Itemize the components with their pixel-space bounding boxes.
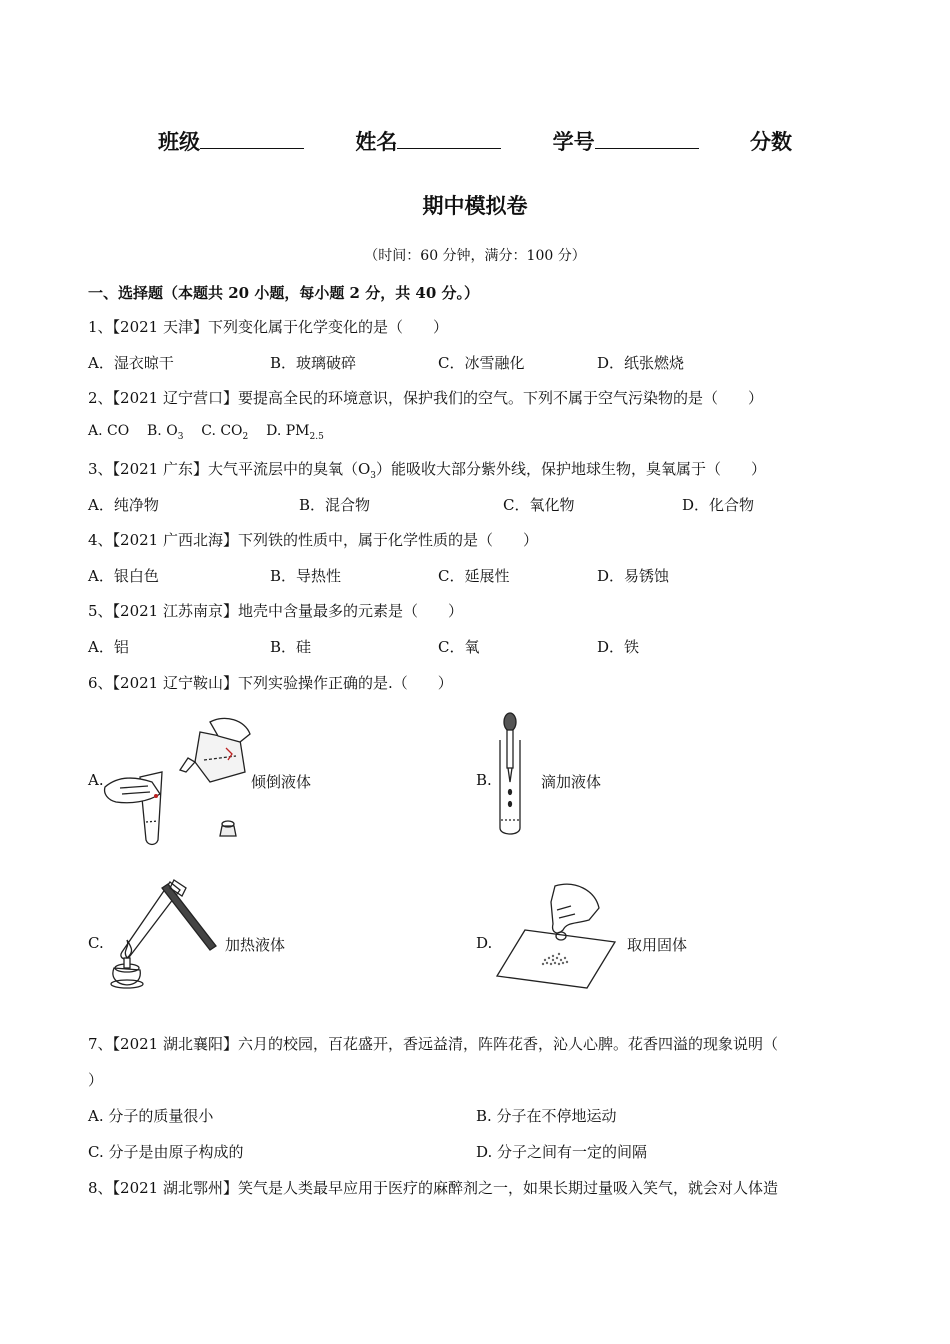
q7-option-d: D. 分子之间有一定的间隔 (476, 1143, 648, 1161)
name-blank[interactable] (397, 130, 501, 149)
question-3-stem: 3、【2021 广东】大气平流层中的臭氧$(O_3)$能吸收大部分紫外线，保护地球生物，臭氧属于（ ） (88, 460, 767, 481)
dropper-test-tube-illustration (490, 710, 530, 840)
q2-option-b: B. $O_3$ (147, 423, 184, 442)
q2-option-a: A. CO (88, 423, 130, 439)
score-label: 分数 (749, 130, 792, 154)
question-1-stem: 1、【2021 天津】下列变化属于化学变化的是（ ） (88, 318, 448, 336)
section-heading: 一、选择题（本题共 20 小题，每小题 2 分，共 40 分。） (88, 284, 480, 302)
q1-option-c: C．冰雪融化 (438, 354, 525, 372)
class-label: 班级 (158, 130, 201, 154)
q6-option-c-letter: C. (88, 934, 104, 952)
exam-time-info: （时间：60 分钟，满分：100 分） (364, 248, 586, 264)
q5-option-c: C．氧 (438, 638, 480, 656)
page-title: 期中模拟卷 (422, 194, 528, 218)
id-blank[interactable] (595, 130, 699, 149)
question-2-stem: 2、【2021 辽宁营口】要提高全民的环境意识，保护我们的空气。下列不属于空气污染物的是（ ） (88, 389, 763, 407)
q6-option-a-letter: A. (88, 771, 104, 789)
q4-option-b: B．导热性 (270, 567, 342, 585)
pouring-liquid-illustration (100, 712, 260, 847)
q2-options (88, 423, 324, 442)
heating-liquid-illustration (100, 878, 225, 998)
name-label: 姓名 (355, 130, 398, 154)
q4-option-a: A．银白色 (88, 567, 159, 585)
q5-option-d: D．铁 (597, 638, 640, 656)
header-line (0, 126, 950, 156)
q4-option-c: C．延展性 (438, 567, 510, 585)
q6-option-d-label: 取用固体 (627, 936, 688, 954)
question-7-stem-line1: 7、【2021 湖北襄阳】六月的校园，百花盛开，香远益清，阵阵花香，沁人心脾。花香四溢的现象说明（ (88, 1035, 778, 1053)
q3-option-a: A．纯净物 (88, 496, 159, 514)
question-5-stem: 5、【2021 江苏南京】地壳中含量最多的元素是（ ） (88, 602, 463, 620)
question-8-stem: 8、【2021 湖北鄂州】笑气是人类最早应用于医疗的麻醉剂之一，如果长期过量吸入笑气，就会对人体造 (88, 1179, 778, 1197)
q6-option-b-label: 滴加液体 (541, 773, 602, 791)
q3-option-c: C．氧化物 (503, 496, 575, 514)
q2-option-d: D. $PM_{2.5}$ (266, 423, 324, 442)
q1-option-b: B．玻璃破碎 (270, 354, 357, 372)
q6-option-b-letter: B. (476, 771, 492, 789)
taking-solid-illustration (495, 880, 620, 990)
q3-option-d: D．化合物 (682, 496, 755, 514)
q4-option-d: D．易锈蚀 (597, 567, 670, 585)
q7-option-c: C. 分子是由原子构成的 (88, 1143, 244, 1161)
q1-option-a: A．湿衣晾干 (88, 354, 174, 372)
question-7-stem-line2: ） (88, 1071, 104, 1089)
q5-option-b: B．硅 (270, 638, 312, 656)
class-blank[interactable] (200, 130, 304, 149)
q6-option-d-letter: D. (476, 934, 493, 952)
q5-option-a: A．铝 (88, 638, 129, 656)
q3-option-b: B．混合物 (299, 496, 371, 514)
question-6-stem: 6、【2021 辽宁鞍山】下列实验操作正确的是.（ ） (88, 674, 453, 692)
id-label: 学号 (552, 130, 595, 154)
q7-option-a: A. 分子的质量很小 (88, 1107, 214, 1125)
q6-option-a-label: 倾倒液体 (251, 773, 312, 791)
q2-option-c: C. $CO_2$ (201, 423, 249, 442)
q7-option-b: B. 分子在不停地运动 (476, 1107, 617, 1125)
q6-option-c-label: 加热液体 (225, 936, 286, 954)
q1-option-d: D．纸张燃烧 (597, 354, 685, 372)
question-4-stem: 4、【2021 广西北海】下列铁的性质中，属于化学性质的是（ ） (88, 531, 538, 549)
